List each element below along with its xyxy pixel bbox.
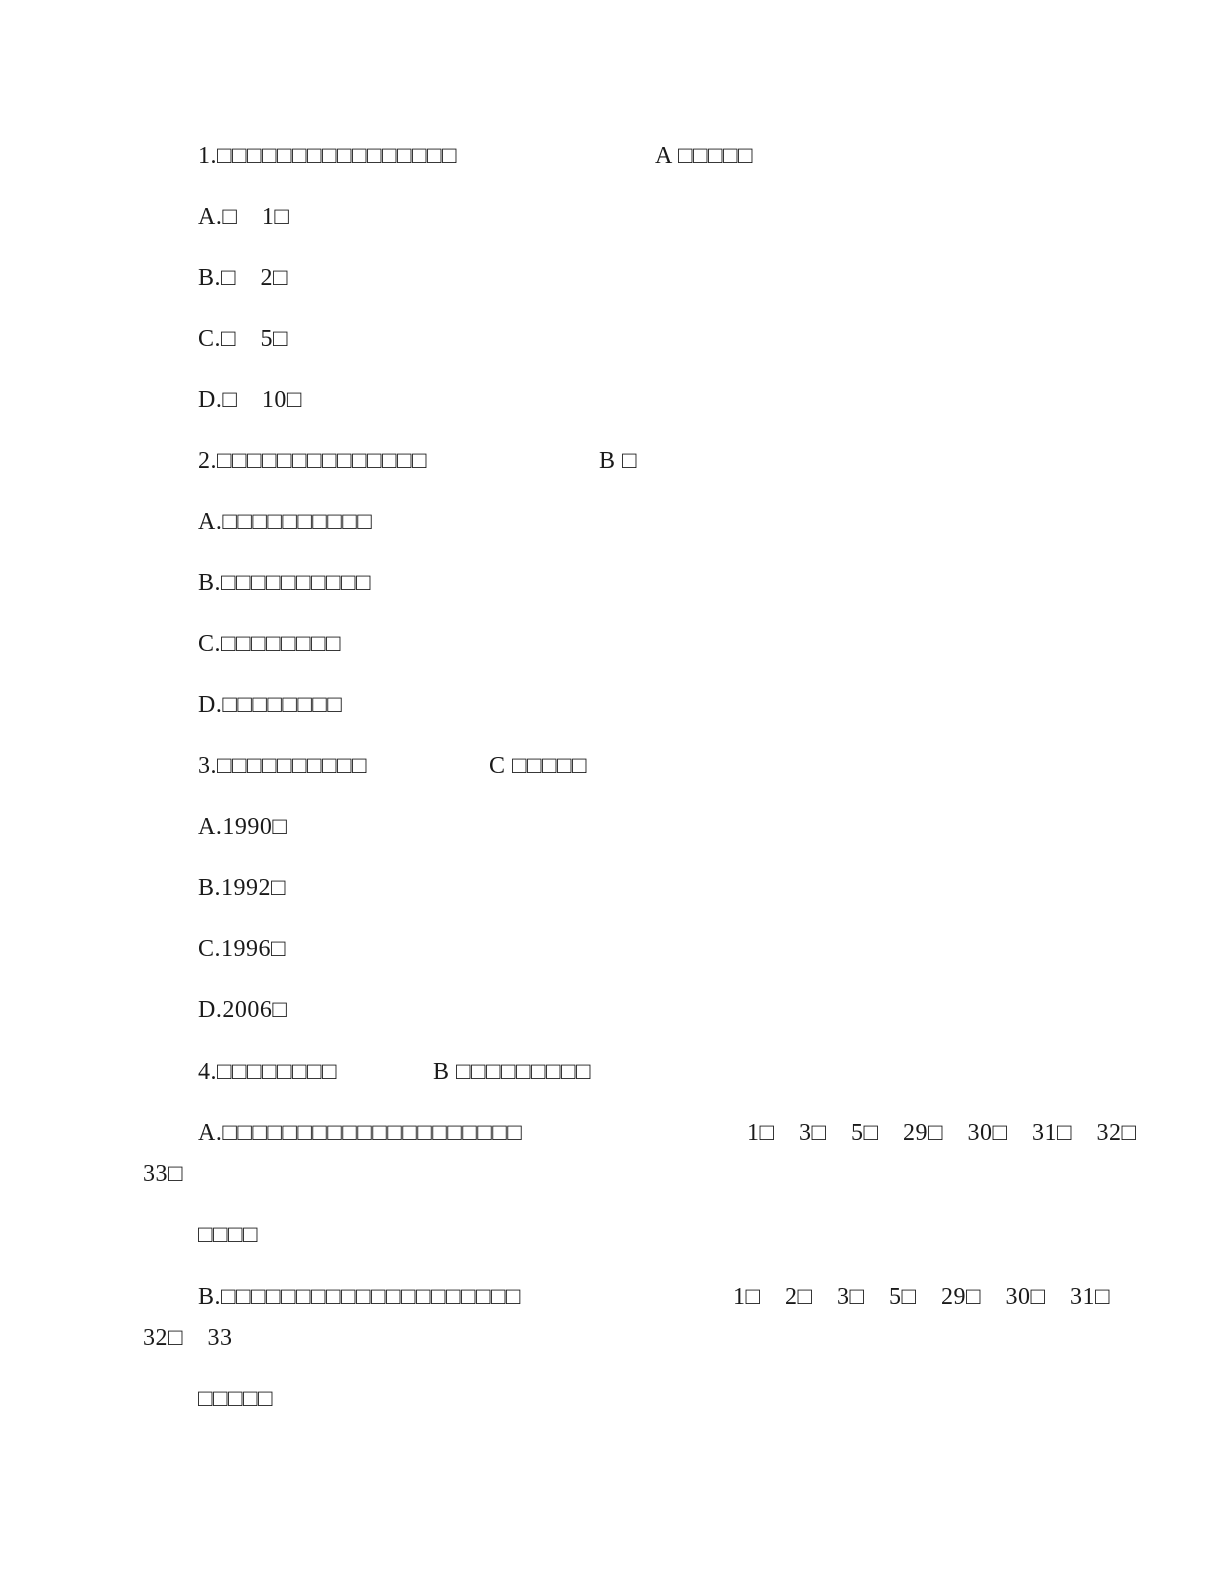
question-4-option-a-numbers: 1□ 3□ 5□ 29□ 30□ 31□ 32□ bbox=[747, 1120, 1137, 1146]
question-3-option-a: A.1990□ bbox=[198, 814, 288, 840]
question-4-option-a-note: □□□□ bbox=[198, 1222, 258, 1248]
question-2-answer: B □ bbox=[599, 448, 638, 474]
question-3-option-c: C.1996□ bbox=[198, 936, 287, 962]
question-4-option-b-numbers: 1□ 2□ 3□ 5□ 29□ 30□ 31□ bbox=[733, 1284, 1110, 1310]
question-3-answer: C □□□□□ bbox=[489, 753, 587, 779]
question-2-option-b: B.□□□□□□□□□□ bbox=[198, 570, 371, 596]
question-2-option-c: C.□□□□□□□□ bbox=[198, 631, 341, 657]
question-3-option-d: D.2006□ bbox=[198, 997, 288, 1023]
question-1-option-a: A.□ 1□ bbox=[198, 204, 290, 230]
question-3-stem: 3.□□□□□□□□□□ bbox=[198, 753, 367, 779]
question-2-option-d: D.□□□□□□□□ bbox=[198, 692, 343, 718]
question-4-option-a-text: A.□□□□□□□□□□□□□□□□□□□□ bbox=[198, 1120, 523, 1146]
question-1-answer: A □□□□□ bbox=[655, 143, 753, 169]
question-1-option-b: B.□ 2□ bbox=[198, 265, 288, 291]
question-2-option-a: A.□□□□□□□□□□ bbox=[198, 509, 373, 535]
question-4-option-b-wrap: 32□ 33 bbox=[143, 1325, 233, 1351]
question-1-stem: 1.□□□□□□□□□□□□□□□□ bbox=[198, 143, 457, 169]
question-4-option-a-wrap: 33□ bbox=[143, 1161, 183, 1187]
question-3-option-b: B.1992□ bbox=[198, 875, 287, 901]
question-4-stem: 4.□□□□□□□□ bbox=[198, 1059, 337, 1085]
question-4-option-b-text: B.□□□□□□□□□□□□□□□□□□□□ bbox=[198, 1284, 521, 1310]
question-4-option-b-note: □□□□□ bbox=[198, 1386, 273, 1412]
question-2-stem: 2.□□□□□□□□□□□□□□ bbox=[198, 448, 427, 474]
question-4-answer: B □□□□□□□□□ bbox=[433, 1059, 591, 1085]
question-1-option-d: D.□ 10□ bbox=[198, 387, 302, 413]
question-1-option-c: C.□ 5□ bbox=[198, 326, 288, 352]
